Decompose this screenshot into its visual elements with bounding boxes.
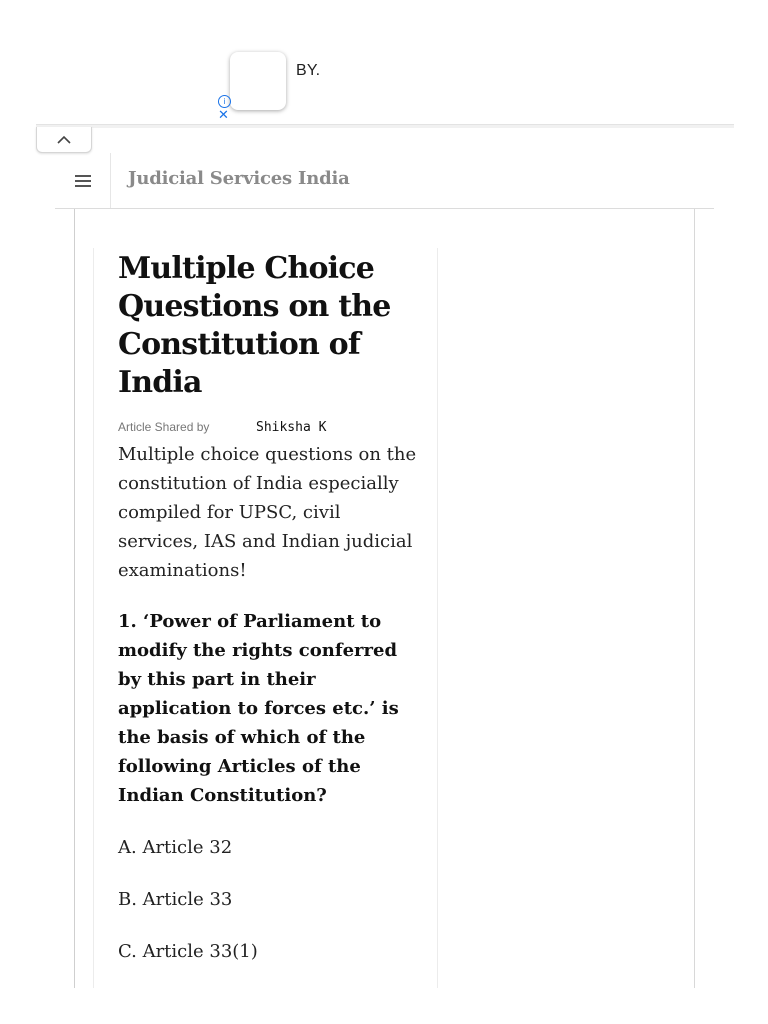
content-border-left <box>74 209 75 988</box>
article-intro: Multiple choice questions on the constitution of India especially compiled for UPSC, civil services, IAS and Indian judicial examinations! <box>118 444 417 581</box>
site-title[interactable]: Judicial Services India <box>128 168 350 189</box>
site-header <box>55 153 714 209</box>
byline-label: Article Shared by <box>118 420 210 434</box>
answer-option-c: C. Article 33(1) <box>118 941 258 962</box>
ad-divider <box>36 124 734 128</box>
author-name[interactable]: Shiksha K <box>256 420 327 435</box>
answer-option-a: A. Article 32 <box>118 837 233 858</box>
ad-collapse-button[interactable] <box>36 127 92 153</box>
article-title: Multiple Choice Questions on the Constitution of India <box>118 251 391 400</box>
content-border-right <box>694 209 695 988</box>
byline <box>118 420 418 440</box>
info-icon[interactable]: i <box>218 95 231 108</box>
ad-text[interactable]: BY. <box>296 62 321 79</box>
article-column-border-left <box>93 248 94 988</box>
hamburger-menu-icon <box>74 174 92 188</box>
close-icon[interactable]: ✕ <box>218 107 229 122</box>
question-text: 1. ‘Power of Parliament to modify the rights conferred by this part in their application to forces etc.’ is the basis of which of the following Articles of the Indian Constitution? <box>118 611 399 806</box>
menu-button[interactable] <box>55 153 111 208</box>
answer-option-b: B. Article 33 <box>118 889 233 910</box>
article-column-border-right <box>437 248 438 988</box>
article <box>118 250 418 966</box>
chevron-up-icon <box>57 135 71 144</box>
ad-image[interactable] <box>230 52 286 110</box>
